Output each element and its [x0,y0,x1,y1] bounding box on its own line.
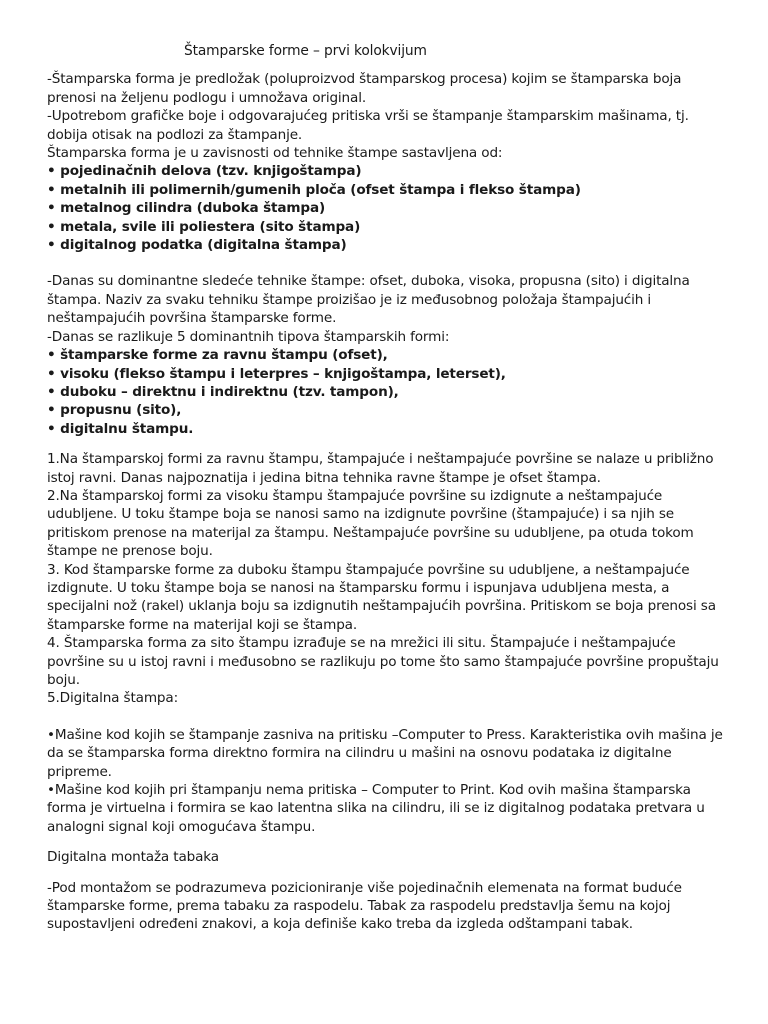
spacer [47,254,727,272]
document-page [47,42,727,934]
numbered-paragraph: 5.Digitalna štampa: [47,690,178,707]
document-title: Štamparske forme – prvi kolokvijum [184,43,427,59]
section-paragraph: -Pod montažom se podrazumeva pozicioniranje više pojedinačnih elemenata na format buduće štamparske forme, prema tabaku za raspodelu. Tabak za raspodelu predstavlja šemu na kojoj supostavljeni određeni znakovi, a koja definiše kako treba da izgleda odštampani tabak. [47,879,682,933]
digital-paragraph: •Mašine kod kojih se štampanje zasniva na pritisku –Computer to Press. Karakteristika ovih mašina je da se štamparska forma direktno formira na cilindru u mašini na osnovu podataka iz digitalne pripreme. [47,726,723,780]
digital-paragraph: •Mašine kod kojih pri štampanju nema pritiska – Computer to Print. Kod ovih mašina štamparska forma je virtuelna i formira se kao latentna slika na cilindru, ili se iz digitalnog podataka pretvara u analogni signal koji omogućava štampu. [47,782,705,835]
intro-paragraph: -Upotrebom grafičke boje i odgovarajućeg pritiska vrši se štampanje štamparskim mašinama, tj. dobija otisak na podlozi za štampanje. [47,108,689,143]
composition-list [47,162,727,254]
list-item: • metala, svile ili poliestera (sito štampa) [47,218,361,235]
techniques-paragraph: -Danas su dominantne sledeće tehnike štampe: ofset, duboka, visoka, propusna (sito) i digitalna štampa. Naziv za svaku tehniku štampe proizišao je iz međusobnog položaja štampajućih i neštampajućih površina štamparske forme. [47,273,690,327]
list-item: • duboku – direktnu i indirektnu (tzv. tampon), [47,383,399,400]
numbered-paragraph: 4. Štamparska forma za sito štampu izrađuje se na mrežici ili situ. Štampajuće i neštampajuće površine su u istoj ravni i međusobno se razlikuju po tome što samo štampajuće površine propuštaju boju. [47,635,719,688]
list-item: • propusnu (sito), [47,402,182,419]
spacer [47,438,727,450]
section-heading: Digitalna montaža tabaka [47,849,219,866]
list-item: • štamparske forme za ravnu štampu (ofset), [47,347,388,364]
spacer [47,836,727,848]
spacer [47,708,727,726]
list-item: • metalnih ili polimernih/gumenih ploča (ofset štampa i flekso štampa) [47,181,581,198]
types-list [47,346,727,438]
techniques-paragraph: -Danas se razlikuje 5 dominantnih tipova štamparskih formi: [47,328,450,345]
intro-paragraph: Štamparska forma je u zavisnosti od tehnike štampe sastavljena od: [47,145,503,162]
list-item: • visoku (flekso štampu i leterpres – knjigoštampa, leterset), [47,365,506,382]
spacer [47,867,727,879]
intro-paragraph: -Štamparska forma je predložak (poluproizvod štamparskog procesa) kojim se štamparska boja prenosi na željenu podlogu i umnožava original. [47,71,682,106]
numbered-paragraph: 2.Na štamparskoj formi za visoku štampu štampajuće površine su izdignute a neštampajuće udubljene. U toku štampe boja se nanosi samo na izdignute površine (štampajuće) i sa njih se pritiskom prenose na materijal za štampu. Neštampajuće površine su udubljene, pa otuda tokom štampe ne prenose boju. [47,487,694,560]
numbered-paragraph: 3. Kod štamparske forme za duboku štampu štampajuće površine su udubljene, a neštampajuće izdignute. U toku štampe boja se nanosi na štamparsku formu i ispunjava udubljena mesta, a specijalni nož (rakel) uklanja boju sa izdignutih neštampajućih površina. Pritiskom se boja prenosi sa štamparske forme na materijal koji se štampa. [47,561,716,633]
list-item: • pojedinačnih delova (tzv. knjigoštampa) [47,163,362,180]
numbered-paragraph: 1.Na štamparskoj formi za ravnu štampu, štampajuće i neštampajuće površine se nalaze u približno istoj ravni. Danas najpoznatija i jedina bitna tehnika ravne štampe je ofset štampa. [47,451,714,486]
list-item: • digitalnog podatka (digitalna štampa) [47,237,347,254]
list-item: • digitalnu štampu. [47,420,194,437]
list-item: • metalnog cilindra (duboka štampa) [47,200,326,217]
